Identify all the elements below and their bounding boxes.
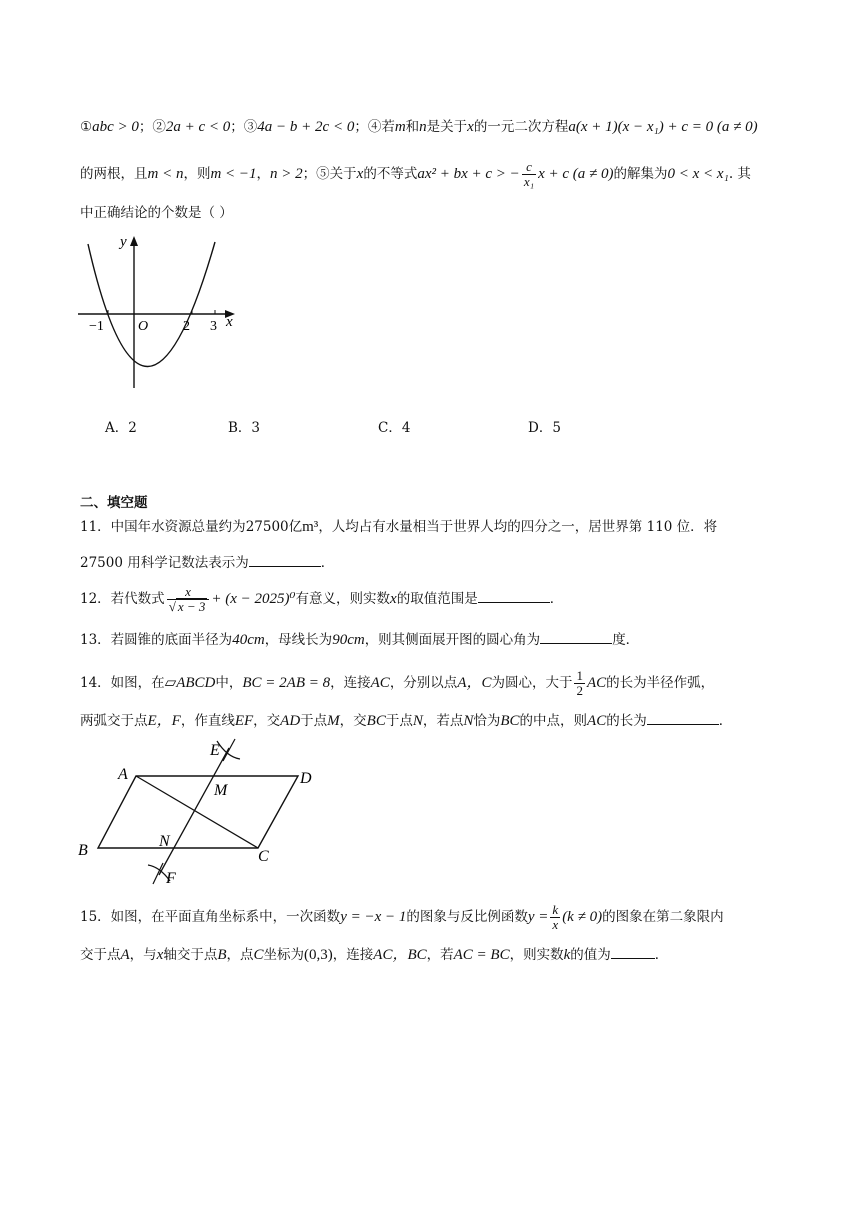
q11-line-2 [80,552,334,573]
q10-line-2 [80,160,751,189]
label-e: E [210,742,220,759]
q15-text-11: ，则实数 [509,947,564,963]
q14-frac-num: 1 [576,668,583,683]
q15-text-8: 坐标为 [263,947,305,963]
q14-math-2: AC [370,675,390,691]
q12-frac-num: x [167,585,210,600]
q14-answer-blank[interactable] [647,710,719,725]
parallelogram-figure [72,735,332,895]
q14-math-6: EF [234,713,254,729]
q14-half-fraction [574,669,585,698]
label-d: D [300,770,312,787]
q13-radius: 40cm [232,632,265,648]
q10-l1-math-4: m [394,119,406,135]
tick-neg1-label: −1 [89,319,104,334]
q14-text-5: 为圆心，大于 [491,675,573,691]
q12-frac-den: √ x − 3 [168,599,206,614]
q12-text-4: ． [549,591,564,607]
q10-l1-text-1: ① [80,119,93,135]
q15-math-3: (k ≠ 0) [562,909,603,925]
q15-text-10: ，若 [426,947,454,963]
q11-text-4: 27500 用科学记数法表示为 [80,555,249,571]
q10-l1-math-7: a(x + 1)(x − x₁) + c = 0 (a ≠ 0) [568,119,758,135]
q14-text-13: ，若点 [422,713,464,729]
q14-text-10: 于点 [300,713,328,729]
option-b: B．3 [228,420,261,436]
q10-l1-text-7: 的一元二次方程 [473,119,569,135]
q13-text-4: 度． [612,632,640,648]
q10-l1-text-5: 和 [405,119,420,135]
q11-line-1 [80,517,717,537]
q10-l2-math-5: ax² + bx + c > − [417,166,520,182]
q10-l2-math-1: m < n [147,166,184,182]
q14-text-6: 的长为半径作弧， [606,675,715,691]
q15-frac-den: x [552,917,559,932]
q14-math-13: AC [587,713,607,729]
q10-l1-math-3: 4a − b + 2c < 0 [257,119,355,135]
q10-l2-text-1: 的两根，且 [80,166,148,182]
x-axis-label: x [226,314,233,330]
q10-l2-text-5: 的不等式 [363,166,418,182]
origin-label: O [138,319,149,334]
q13-slant: 90cm [332,632,365,648]
section-title: 二、填空题 [80,495,148,511]
q13-line [80,629,639,650]
q10-l2-text-2: ，则 [183,166,211,182]
arc-e-cross [223,739,235,761]
q10-l1-math-5: n [419,119,427,135]
q14-text-1: 14．如图，在 [80,675,165,691]
q15-line-1 [80,903,724,932]
q14-frac-den: 2 [576,683,583,698]
q15-math-5: x [156,947,164,963]
tick-2-label: 2 [183,319,190,334]
q13-text-1: 13．若圆锥的底面半径为 [80,632,233,648]
q14-text-15: 的中点，则 [519,713,588,729]
q10-l1-math-2: 2a + c < 0 [165,119,231,135]
label-m: M [214,782,228,799]
label-n: N [159,833,170,850]
q15-frac-num: k [552,902,559,917]
q14-math-11: N [463,713,474,729]
q13-text-2: ，母线长为 [264,632,333,648]
q10-l2-math-7: 0 < x < x₁ [667,166,729,182]
q10-l2-frac-den: x₁ [523,174,535,189]
q10-l2-fraction [522,160,536,189]
label-b: B [78,842,88,859]
q10-l1-text-3: ；③ [230,119,258,135]
q12-text-3: 的取值范围是 [396,591,478,607]
label-c: C [258,848,269,865]
q15-math-1: y = −x − 1 [340,909,407,925]
y-axis-arrow [130,236,138,246]
diagonal-ac [136,776,258,848]
q14-line-2 [80,710,732,731]
q12-text-2: 有意义，则实数 [295,591,391,607]
q13-text-3: ，则其侧面展开图的圆心角为 [364,632,541,648]
q15-line-2 [80,944,668,965]
q12-var-x: x [390,591,397,607]
q14-math-10: N [412,713,423,729]
q10-l2-math-2: m < −1 [210,166,257,182]
q12-text-1: 12．若代数式 [80,591,165,607]
q14-math-9: BC [366,713,386,729]
label-a: A [118,766,128,783]
q14-math-4: AC [586,675,607,691]
q11-number: 27500 [245,519,289,535]
q14-math-8: M [327,713,340,729]
q14-text-7: 两弧交于点 [80,713,148,729]
q10-l1-text-6: 是关于 [426,119,468,135]
q15-text-5: ，与 [129,947,157,963]
q15-math-10: AC = BC [453,947,510,963]
q15-text-12: 的值为 [570,947,611,963]
q15-math-6: B [217,947,227,963]
q14-text-4: ，分别以点 [389,675,458,691]
q12-answer-blank[interactable] [478,588,550,603]
q14-math-1: BC = 2AB = 8 [242,675,331,691]
q15-text-2: 的图象与反比例函数 [406,909,528,925]
q10-l1-math-6: x [467,119,474,135]
q12-fraction [167,585,210,614]
q15-text-7: ，点 [226,947,254,963]
q15-text-4: 交于点 [80,947,121,963]
q11-answer-blank[interactable] [249,552,321,567]
q10-l2-math-4: x [356,166,364,182]
q11-text-3: ，人均占有水量相当于世界人均的四分之一，居世界第 110 位．将 [318,519,718,535]
arc-f-cross [153,863,163,884]
y-axis-label: y [120,234,127,250]
q15-math-8: (0,3) [304,947,333,963]
q10-l2-text-4: ；⑤关于 [302,166,357,182]
q10-l1-math-1: abc > 0 [92,119,139,135]
q10-line-3: 中正确结论的个数是（ ） [80,205,233,221]
q12-math: + (x − 2025)⁰ [211,591,296,607]
q14-parallelogram: ▱ABCD [164,675,216,691]
q14-text-11: ，交 [339,713,367,729]
q14-math-7: AD [280,713,301,729]
q11-unit: m³ [302,519,319,535]
q14-math-3: A，C [457,675,492,691]
q14-math-5: E，F [147,713,181,729]
q12-line [80,585,563,614]
q10-l1-text-2: ；② [138,119,166,135]
q15-answer-blank[interactable] [611,944,655,959]
q10-l2-math-3: n > 2 [270,166,303,182]
q11-text-2: 亿 [288,519,303,535]
q15-math-9: AC，BC [373,947,427,963]
q10-l1-text-4: ；④若 [354,119,395,135]
q10-l2-text-3: ， [256,166,271,182]
option-c: C．4 [378,420,411,436]
q11-text-1: 11．中国年水资源总量约为 [80,519,246,535]
tick-3-label: 3 [210,319,217,334]
q14-text-16: 的长为 [606,713,647,729]
line-ef [159,748,229,875]
q14-text-2: 中， [215,675,243,691]
q10-l2-math-6: x + c (a ≠ 0) [538,166,614,182]
parabola-graph [72,228,242,398]
q15-text-9: ，连接 [332,947,374,963]
q14-text-12: 于点 [385,713,413,729]
q14-math-12: BC [500,713,520,729]
q15-text-13: ． [654,947,669,963]
label-f: F [166,870,176,887]
q14-text-14: 恰为 [473,713,501,729]
parabola-curve [88,242,215,367]
q14-line-1 [80,669,714,698]
q15-text-3: 的图象在第二象限内 [602,909,724,925]
q11-text-5: ． [320,555,335,571]
q13-answer-blank[interactable] [540,629,612,644]
q14-text-17: ． [718,713,733,729]
q15-math-11: k [563,947,571,963]
q15-fraction [550,903,560,932]
q15-text-1: 15．如图，在平面直角坐标系中，一次函数 [80,909,341,925]
q14-text-9: ，交 [253,713,281,729]
q10-l2-text-6: 的解集为 [613,166,668,182]
q15-math-7: C [253,947,264,963]
q12-sqrt-content: x − 3 [177,599,206,614]
q10-l2-text-7: . 其 [728,166,751,182]
q15-math-2: y = [527,909,549,925]
q15-text-6: 轴交于点 [163,947,218,963]
q15-math-4: A [120,947,130,963]
q10-line-1 [80,117,758,137]
option-d: D．5 [528,420,561,436]
q10-l2-frac-num: c [522,160,536,175]
q14-text-3: ，连接 [330,675,371,691]
option-a: A．2 [105,420,137,436]
q14-text-8: ，作直线 [180,713,235,729]
